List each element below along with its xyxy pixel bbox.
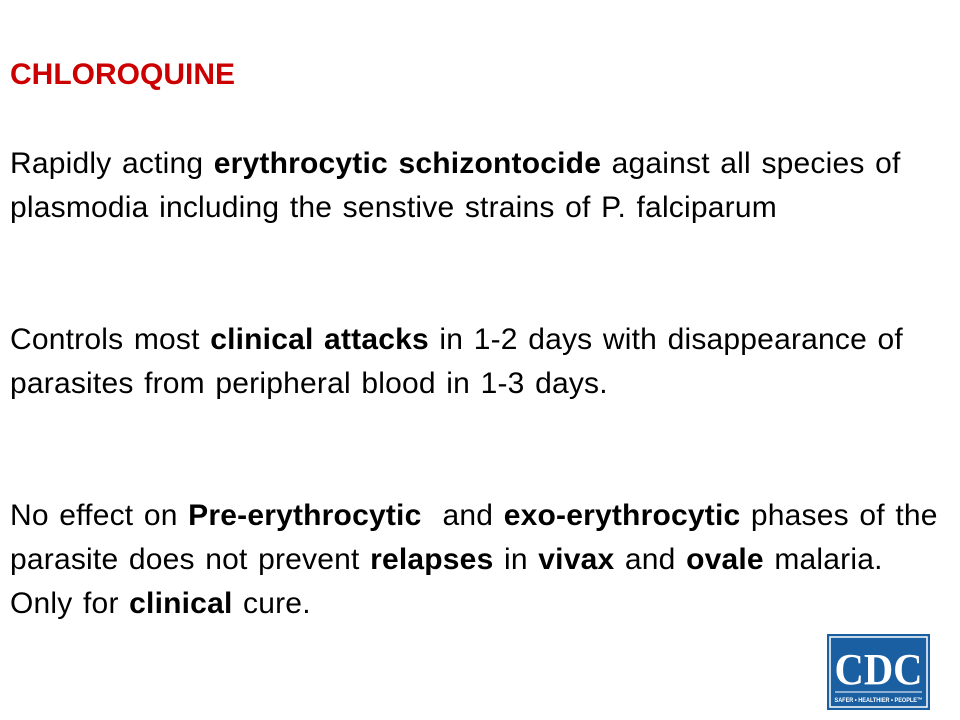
text-segment: malaria. — [763, 543, 883, 576]
text-segment: and — [614, 543, 687, 576]
text-segment: against all species of plasmodia including the senstive strains of P. falciparum — [10, 147, 901, 224]
text-segment: in — [493, 543, 539, 576]
bold-term: ovale — [686, 543, 764, 576]
bold-term: clinical attacks — [210, 323, 429, 356]
bold-term: clinical — [129, 587, 233, 620]
bold-term: exo-erythrocytic — [503, 499, 741, 532]
bold-term: erythrocytic schizontocide — [213, 147, 602, 180]
slide-title: CHLOROQUINE — [10, 58, 235, 91]
cdc-logo — [827, 634, 930, 710]
logo-tagline: SAFER • HEALTHIER • PEOPLE™ — [834, 697, 923, 704]
text-segment: Rapidly acting — [10, 147, 214, 180]
text-segment: No effect on — [10, 499, 189, 532]
bold-term: vivax — [538, 543, 615, 576]
bold-term: relapses — [370, 543, 494, 576]
text-segment: Only for — [10, 587, 130, 620]
paragraph-no-effect — [10, 494, 955, 626]
text-segment: phases of the parasite does not prevent — [10, 499, 938, 576]
text-segment: cure. — [232, 587, 311, 620]
paragraph-clinical-attacks — [10, 318, 955, 406]
bold-term: Pre-erythrocytic — [188, 499, 422, 532]
logo-text: CDC — [834, 645, 923, 694]
text-segment: in 1-2 days with disappearance of parasites from peripheral blood in 1-3 days. — [10, 323, 903, 400]
text-segment: and — [421, 499, 504, 532]
paragraph-schizontocide — [10, 142, 955, 230]
text-segment: Controls most — [10, 323, 211, 356]
